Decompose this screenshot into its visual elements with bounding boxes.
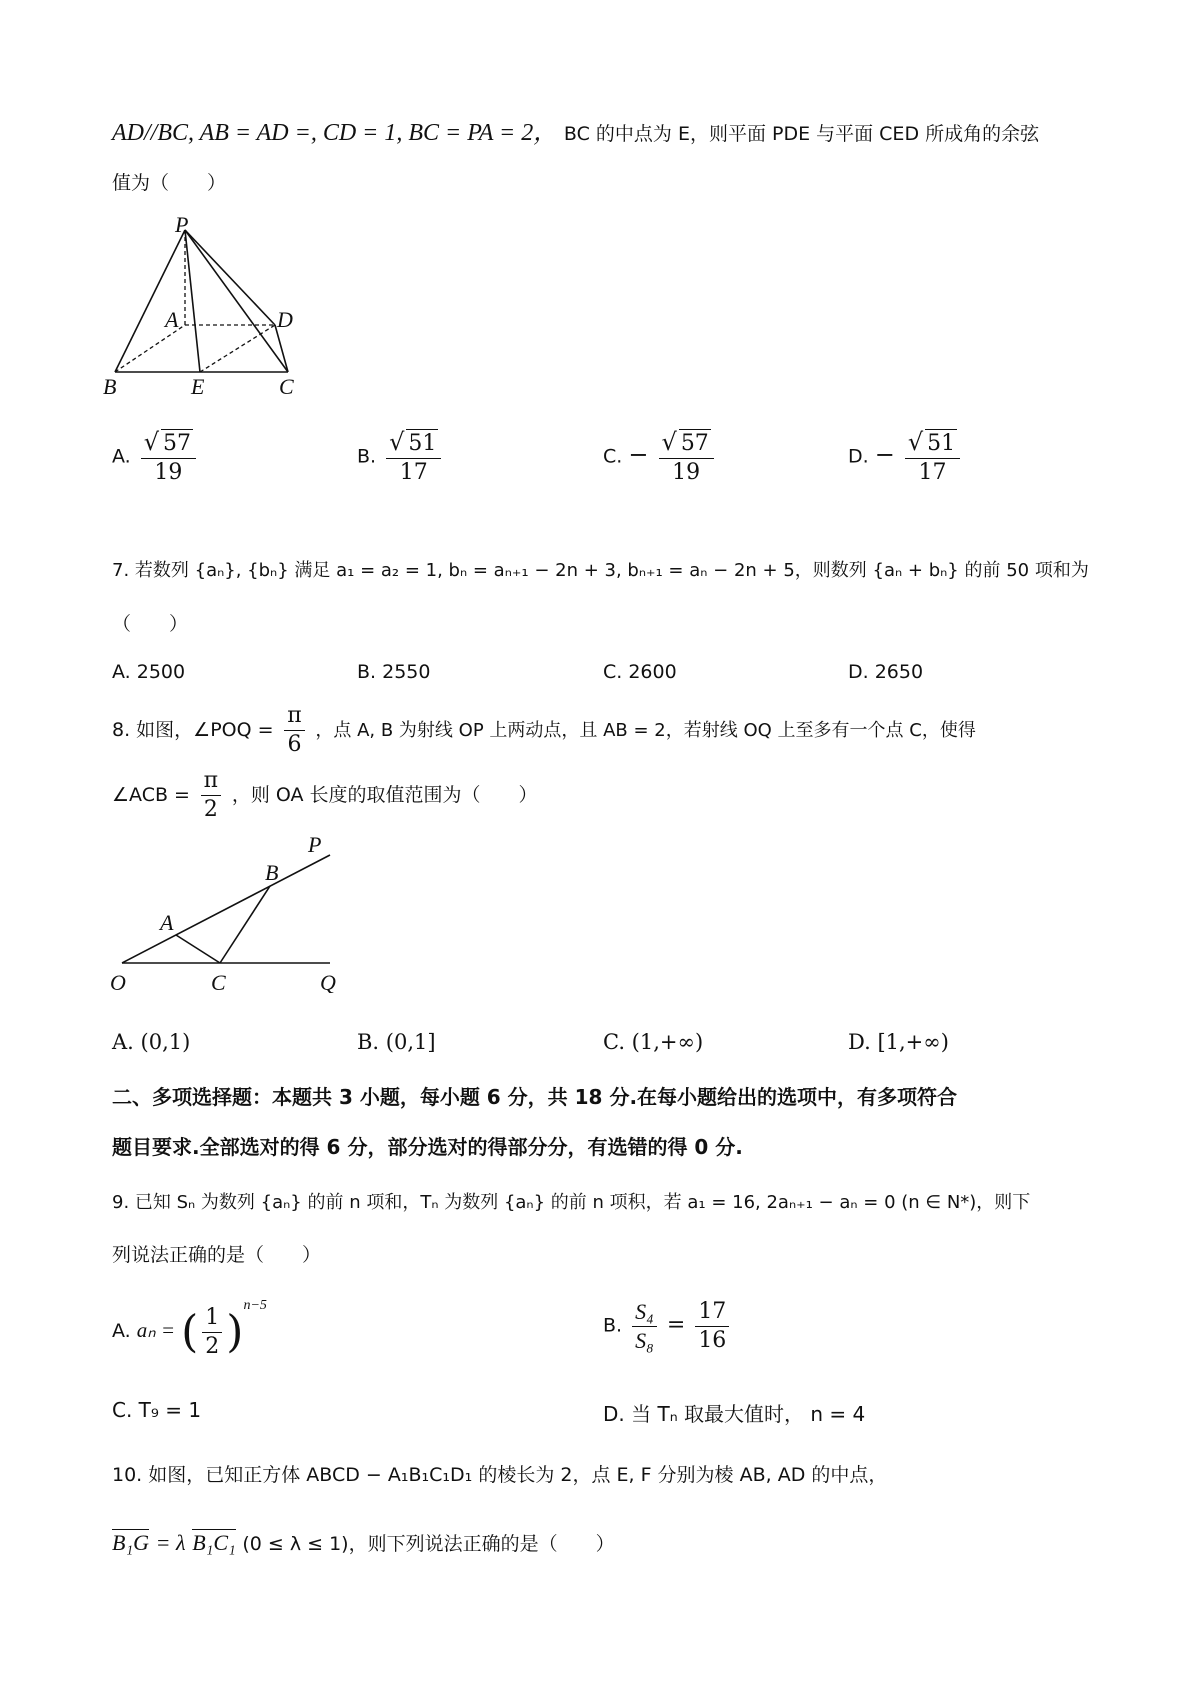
q8-option-c[interactable]: C. (1,+∞) xyxy=(603,1030,704,1054)
denominator: 17 xyxy=(918,460,947,485)
q6-option-a[interactable] xyxy=(112,428,200,487)
radicand: 57 xyxy=(163,431,192,456)
q8-angle2-den: 2 xyxy=(203,797,218,822)
sqrt-icon: √ xyxy=(907,428,924,456)
q9-option-d[interactable]: D. 当 Tₙ 取最大值时， n = 4 xyxy=(603,1402,866,1426)
q6-condition: AD//BC, AB = AD =, CD = 1, BC = PA = 2， xyxy=(112,120,558,146)
q9-line1: 9. 已知 Sₙ 为数列 {aₙ} 的前 n 项和，Tₙ 为数列 {aₙ} 的前 n 项积，若 a₁ = 16, 2aₙ₊₁ − aₙ = 0 (n ∈ N*)，则下 xyxy=(112,1192,1031,1213)
numerator: 1 xyxy=(202,1304,222,1333)
sqrt-icon: √ xyxy=(661,428,677,456)
label-O: O xyxy=(110,970,126,993)
q8-prefix: 8. 如图，∠POQ = xyxy=(112,719,274,741)
q8-angle-fraction xyxy=(284,702,304,759)
q6-midpoint-text: BC 的中点为 E，则平面 PDE 与平面 CED 所成角的余弦 xyxy=(563,123,1040,145)
option-sign: − xyxy=(874,440,895,469)
denominator-2: 16 xyxy=(698,1328,727,1353)
q8-ray-figure xyxy=(100,828,360,993)
label-A: A xyxy=(160,910,174,935)
q9-option-b[interactable] xyxy=(603,1298,733,1355)
exponent: n−5 xyxy=(243,1298,267,1313)
option-fraction xyxy=(659,428,714,487)
sqrt-icon: √ xyxy=(389,428,405,456)
q8-angle2-num: π xyxy=(201,767,221,796)
option-label: A. xyxy=(112,1320,131,1342)
q8-option-b[interactable]: B. (0,1] xyxy=(357,1030,436,1054)
q8-mid: ，点 A, B 为射线 OP 上两动点，且 AB = 2，若射线 OQ 上至多有一个点 C，使得 xyxy=(315,720,976,741)
option-label: D. xyxy=(848,445,869,468)
option-label: B. xyxy=(357,445,377,468)
label-A: A xyxy=(165,307,179,332)
q10-line1: 10. 如图，已知正方体 ABCD − A₁B₁C₁D₁ 的棱长为 2，点 E, F 分别为棱 AB, AD 的中点， xyxy=(112,1464,888,1486)
sqrt-icon: √ xyxy=(143,428,160,456)
right-paren: ) xyxy=(226,1306,244,1358)
q7-line2: （ ） xyxy=(112,613,189,635)
left-paren: ( xyxy=(181,1306,199,1358)
option-lhs: aₙ = xyxy=(136,1318,176,1342)
q8-angle2-fraction xyxy=(201,767,221,824)
section2-heading-line2: 题目要求.全部选对的得 6 分，部分选对的得部分分，有选错的得 0 分. xyxy=(112,1135,743,1159)
option-sign: − xyxy=(628,440,649,469)
denominator: 2 xyxy=(205,1333,220,1359)
option-fraction-2 xyxy=(695,1298,729,1355)
q6-line1 xyxy=(112,118,1039,149)
q8-line2-suffix: ，则 OA 长度的取值范围为（ ） xyxy=(231,784,538,806)
radicand: 51 xyxy=(927,431,956,456)
q6-line2: 值为（ ） xyxy=(112,172,227,194)
radicand: 51 xyxy=(408,431,437,456)
q8-option-d[interactable]: D. [1,+∞) xyxy=(848,1030,949,1054)
option-label: A. xyxy=(112,445,131,468)
label-C: C xyxy=(279,374,294,399)
q6-option-c[interactable] xyxy=(603,428,718,487)
label-Q: Q xyxy=(320,970,336,993)
q8-angle-num: π xyxy=(284,702,304,731)
section2-heading-line1: 二、多项选择题：本题共 3 小题，每小题 6 分，共 18 分.在每小题给出的选项中，有多项符合 xyxy=(112,1085,958,1109)
q7-option-c[interactable]: C. 2600 xyxy=(603,661,677,683)
option-fraction xyxy=(386,428,441,487)
label-P: P xyxy=(308,832,322,857)
q10-line2 xyxy=(112,1528,615,1559)
label-B: B xyxy=(103,374,117,399)
option-fraction xyxy=(905,428,960,487)
label-B: B xyxy=(265,860,279,885)
q8-angle2-prefix: ∠ACB = xyxy=(112,784,190,806)
label-E: E xyxy=(191,374,205,399)
vector-b1g: B₁G xyxy=(112,1530,149,1555)
label-D: D xyxy=(277,307,293,332)
vector-lambda: = λ xyxy=(155,1530,186,1555)
option-label: B. xyxy=(603,1314,623,1337)
q6-option-b[interactable] xyxy=(357,428,445,487)
denominator: 19 xyxy=(154,460,183,485)
q9-option-a[interactable] xyxy=(112,1298,267,1361)
denominator: 19 xyxy=(672,460,701,485)
denominator: S₈ xyxy=(635,1328,654,1353)
q7-line1: 7. 若数列 {aₙ}, {bₙ} 满足 a₁ = a₂ = 1, bₙ = aₙ₊₁ − 2n + 3, bₙ₊₁ = aₙ − 2n + 5，则数列 {aₙ + bₙ} 的前 50 项和为 xyxy=(112,560,1089,581)
q8-angle-den: 6 xyxy=(287,732,302,757)
q7-option-b[interactable]: B. 2550 xyxy=(357,661,431,683)
q7-option-d[interactable]: D. 2650 xyxy=(848,661,924,683)
denominator: 17 xyxy=(399,460,428,485)
option-fraction xyxy=(202,1304,222,1361)
option-fraction xyxy=(632,1298,657,1355)
q6-pyramid-figure xyxy=(95,212,335,402)
label-C: C xyxy=(211,970,226,993)
q9-option-c[interactable]: C. T₉ = 1 xyxy=(112,1398,202,1422)
q8-line1 xyxy=(112,702,976,759)
numerator: S₄ xyxy=(632,1298,657,1327)
q7-option-a[interactable]: A. 2500 xyxy=(112,661,186,683)
q6-option-d[interactable] xyxy=(848,428,964,487)
numerator-2: 17 xyxy=(695,1298,729,1327)
radicand: 57 xyxy=(680,431,709,456)
equals-sign: = xyxy=(666,1312,686,1338)
vector-b1c1: B₁C₁ xyxy=(192,1530,236,1555)
q8-option-a[interactable]: A. (0,1) xyxy=(112,1030,191,1054)
q10-line2-suffix: (0 ≤ λ ≤ 1)，则下列说法正确的是（ ） xyxy=(242,1533,615,1555)
q8-line2 xyxy=(112,767,538,824)
option-label: C. xyxy=(603,445,623,468)
q9-line2: 列说法正确的是（ ） xyxy=(112,1244,322,1266)
label-P: P xyxy=(175,212,189,237)
option-fraction xyxy=(141,428,196,487)
